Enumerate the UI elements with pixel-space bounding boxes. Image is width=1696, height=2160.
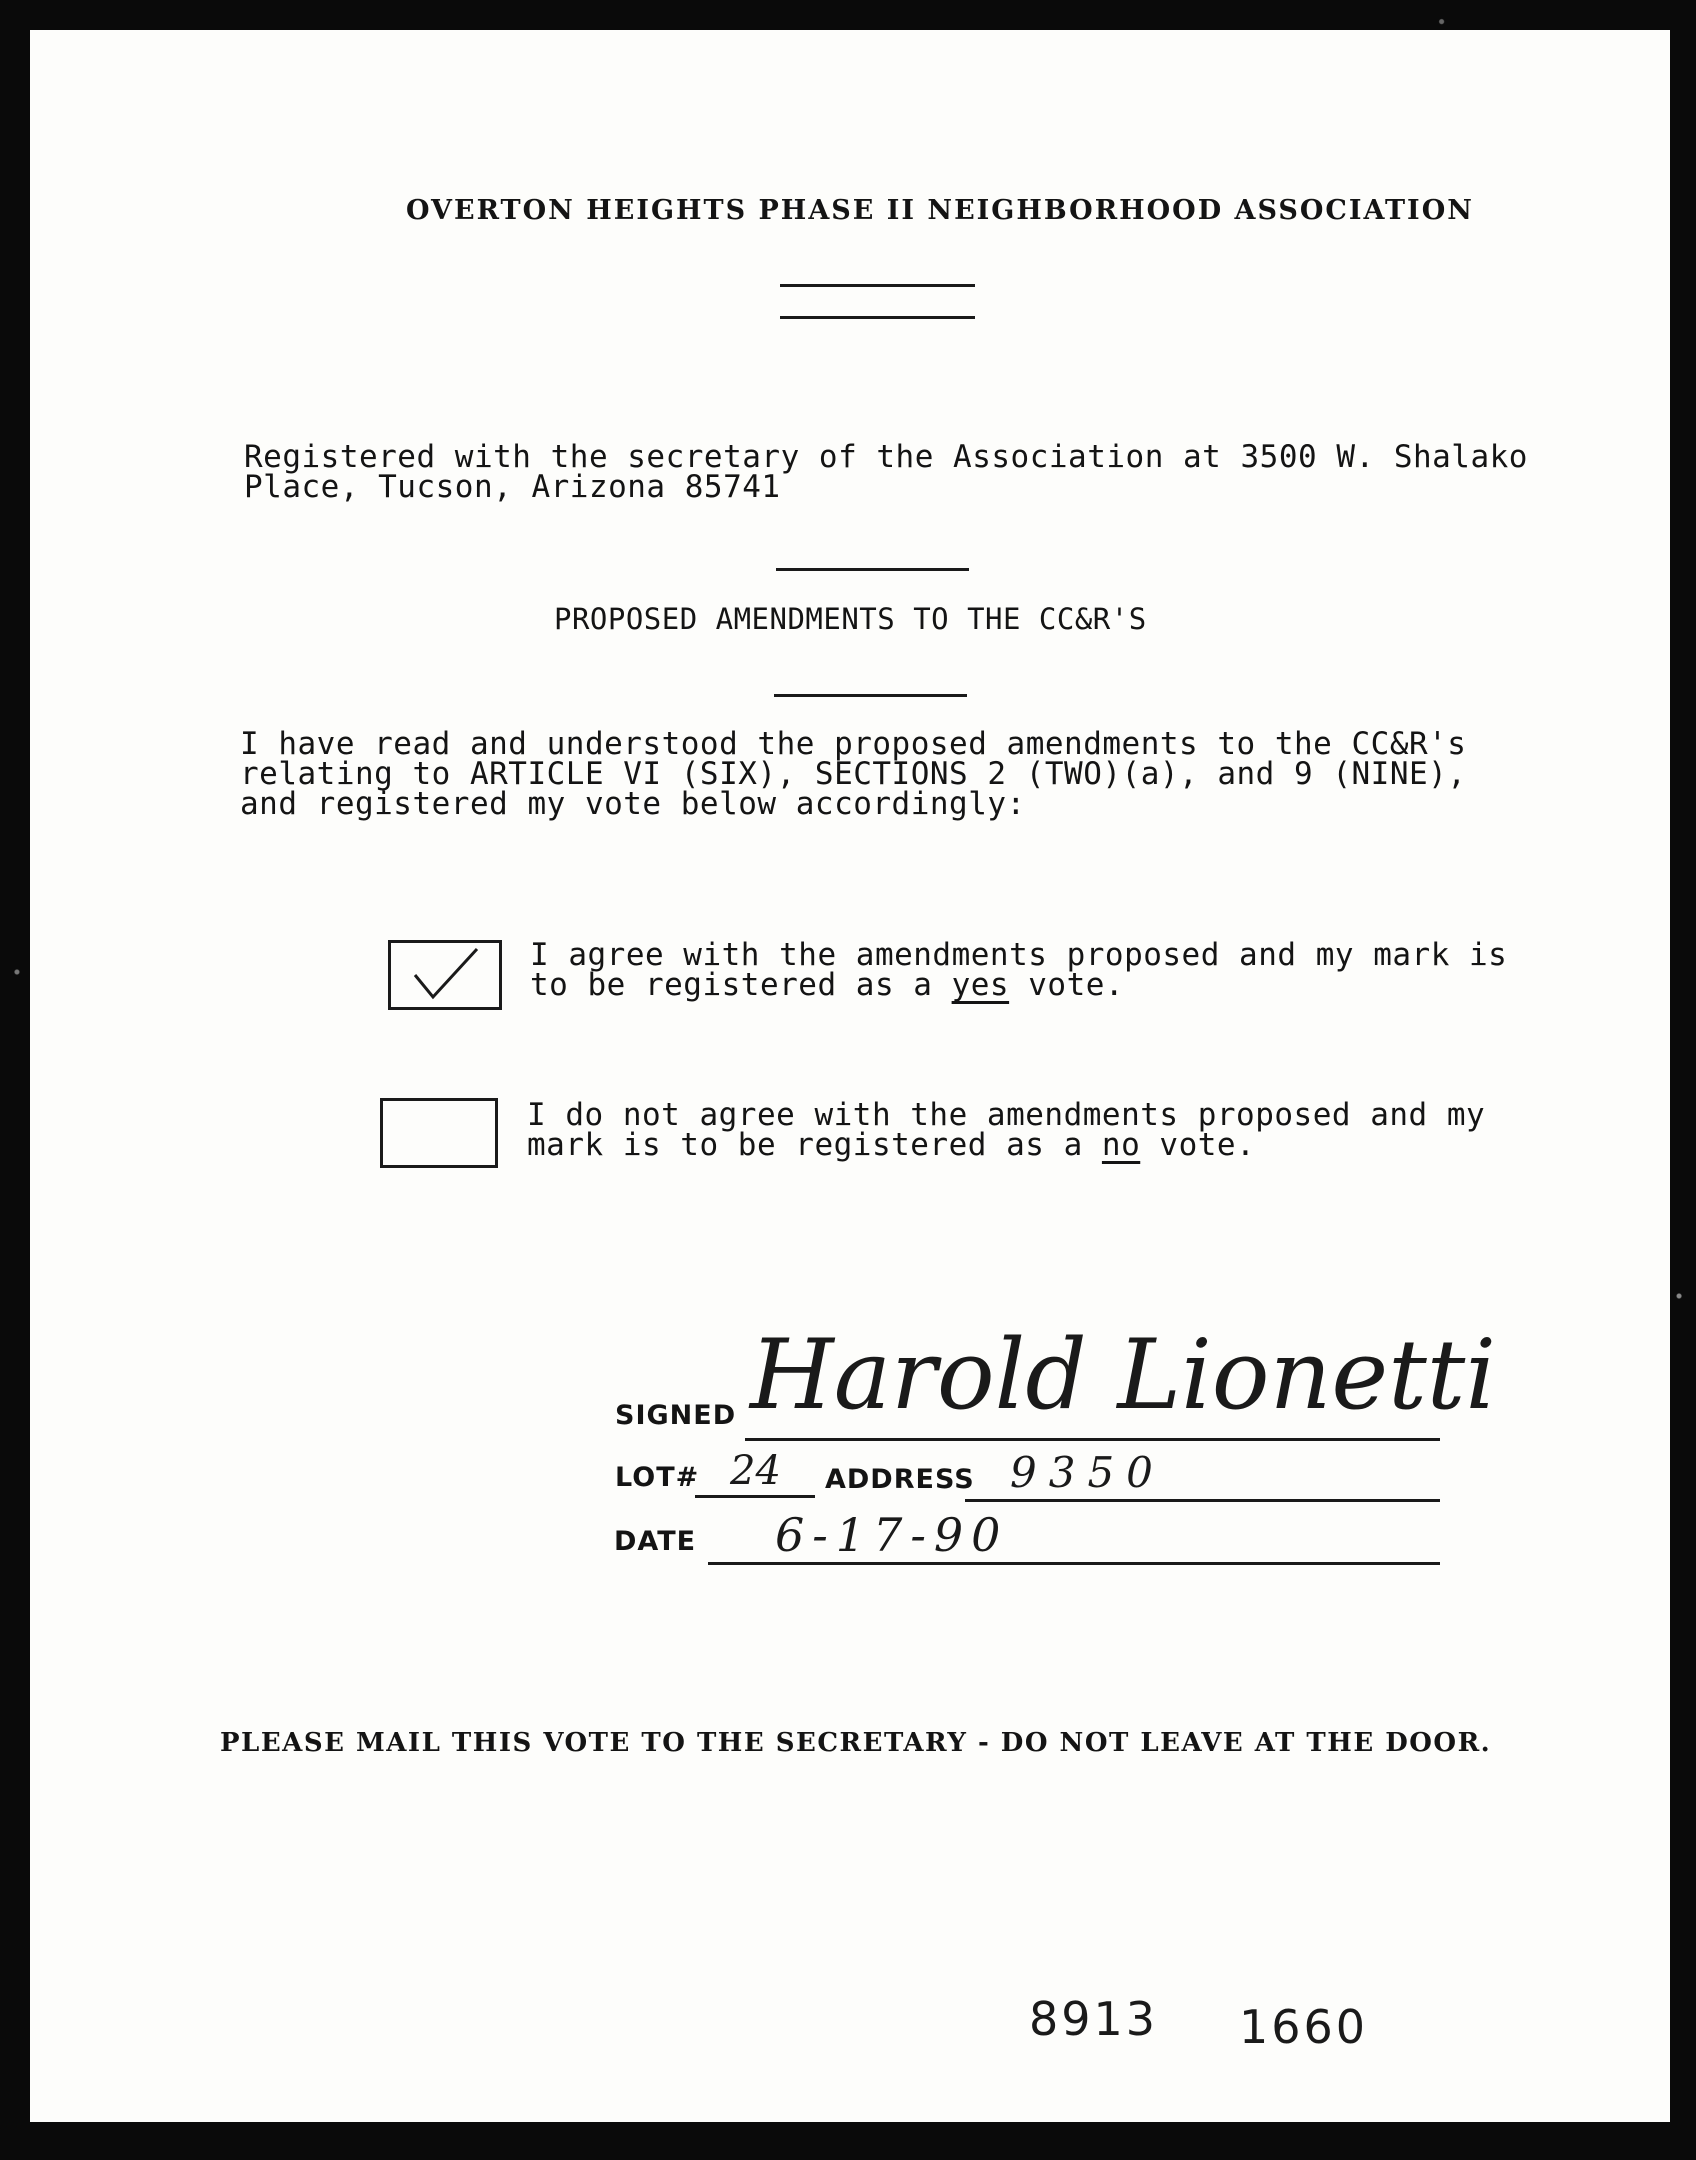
disagree-text-line-2 [527, 1127, 1256, 1163]
amendments-heading: PROPOSED AMENDMENTS TO THE CC&R'S [554, 602, 1147, 636]
disagree-text-pre: mark is to be registered as a [527, 1127, 1102, 1163]
address-line [965, 1499, 1440, 1502]
lot-label: LOT# [615, 1462, 700, 1493]
date-label: DATE [614, 1526, 697, 1557]
yes-word: yes [951, 967, 1010, 1003]
heading-divider-top [776, 568, 969, 571]
agree-text-line-1: I agree with the amendments proposed and my mark is [530, 937, 1508, 973]
address-label: ADDRESS [825, 1464, 975, 1495]
date-line [708, 1562, 1440, 1565]
lot-line [695, 1495, 815, 1498]
statement-line-3: and registered my vote below accordingly: [240, 786, 1026, 822]
agree-checkbox[interactable] [388, 940, 502, 1010]
mail-instruction: PLEASE MAIL THIS VOTE TO THE SECRETARY - DO NOT LEAVE AT THE DOOR. [220, 1728, 1492, 1758]
disagree-text-line-1: I do not agree with the amendments proposed and my [527, 1097, 1486, 1133]
address-value: 9350 [1010, 1448, 1165, 1497]
agree-text-pre: to be registered as a [530, 967, 952, 1003]
document-code-2: 1660 [1239, 2000, 1369, 2054]
signed-label: SIGNED [615, 1400, 737, 1431]
heading-divider-bottom [774, 694, 967, 697]
disagree-checkbox[interactable] [380, 1098, 498, 1168]
statement-line-2: relating to ARTICLE VI (SIX), SECTIONS 2 (TWO)(a), and 9 (NINE), [240, 756, 1467, 792]
date-value: 6-17-90 [775, 1508, 1009, 1562]
association-title: OVERTON HEIGHTS PHASE II NEIGHBORHOOD ASSOCIATION [406, 195, 1474, 226]
signature-line [745, 1438, 1440, 1441]
registration-line-2: Place, Tucson, Arizona 85741 [244, 469, 781, 505]
no-word: no [1101, 1127, 1141, 1163]
document-page [30, 30, 1670, 2122]
disagree-text-post: vote. [1140, 1127, 1256, 1163]
agree-text-line-2 [530, 967, 1125, 1003]
registration-line-1: Registered with the secretary of the Association at 3500 W. Shalako [244, 439, 1528, 475]
lot-value: 24 [730, 1448, 781, 1494]
signature: Harold Lionetti [750, 1319, 1497, 1431]
document-code-1: 8913 [1029, 1992, 1159, 2046]
title-divider-bottom [780, 316, 975, 319]
agree-text-post: vote. [1009, 967, 1125, 1003]
title-divider-top [780, 284, 975, 287]
checkmark-icon [411, 945, 481, 1003]
statement-line-1: I have read and understood the proposed amendments to the CC&R's [240, 726, 1467, 762]
